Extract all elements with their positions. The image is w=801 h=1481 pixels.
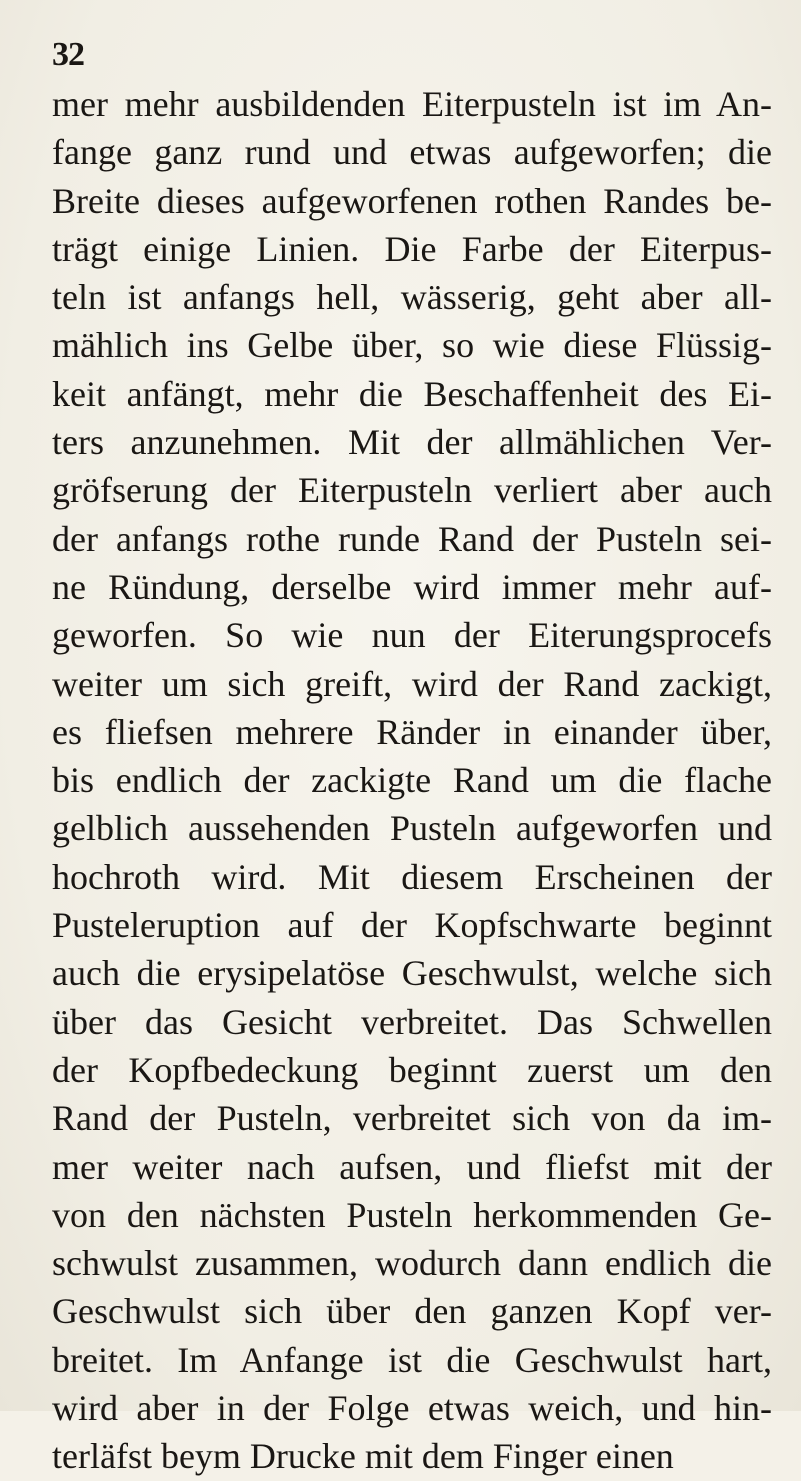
text-line: weiter um sich greift, wird der Rand zackigt, (52, 663, 772, 704)
text-line: mer mehr ausbildenden Eiterpusteln ist im An- (52, 84, 772, 124)
text-line: fange ganz rund und etwas aufgeworfen; die (52, 132, 772, 173)
text-line: über das Gesicht verbreitet. Das Schwellen (52, 1001, 772, 1042)
text-line: geworfen. So wie nun der Eiterungsprocefs (52, 615, 772, 656)
text-line: es fliefsen mehrere Ränder in einander über, (52, 711, 772, 752)
text-line: hochroth wird. Mit diesem Erscheinen der (52, 856, 772, 897)
text-line: ters anzunehmen. Mit der allmählichen Ver- (52, 422, 772, 463)
text-line: schwulst zusammen, wodurch dann endlich die (52, 1243, 772, 1284)
text-line: bis endlich der zackigte Rand um die flache (52, 760, 772, 801)
text-line: teln ist anfangs hell, wässerig, geht aber all- (52, 277, 772, 318)
text-line: der anfangs rothe runde Rand der Pusteln sei- (52, 518, 772, 559)
text-line: ne Ründung, derselbe wird immer mehr auf- (52, 566, 772, 607)
text-line: terläfst beym Drucke mit dem Finger einen (52, 1436, 674, 1477)
text-line: gröfserung der Eiterpusteln verliert aber auch (52, 470, 772, 511)
text-line: der Kopfbedeckung beginnt zuerst um den (52, 1049, 772, 1090)
text-line: keit anfängt, mehr die Beschaffenheit des Ei- (52, 373, 772, 414)
text-line: Breite dieses aufgeworfenen rothen Randes be- (52, 180, 772, 221)
body-text (52, 80, 772, 1481)
text-line: trägt einige Linien. Die Farbe der Eiterpus- (52, 228, 772, 269)
text-line: von den nächsten Pusteln herkommenden Ge- (52, 1194, 772, 1235)
text-line: mählich ins Gelbe über, so wie diese Flüssig- (52, 325, 772, 366)
text-line: Pusteleruption auf der Kopfschwarte beginnt (52, 905, 772, 946)
text-line: wird aber in der Folge etwas weich, und hin- (52, 1388, 772, 1429)
text-line: breitet. Im Anfange ist die Geschwulst hart, (52, 1339, 772, 1380)
text-line: gelblich aussehenden Pusteln aufgeworfen und (52, 808, 772, 849)
text-line: Rand der Pusteln, verbreitet sich von da im- (52, 1098, 772, 1139)
text-line: Geschwulst sich über den ganzen Kopf ver- (52, 1291, 772, 1332)
page-number: 32 (52, 36, 84, 73)
text-line: auch die erysipelatöse Geschwulst, welche sich (52, 953, 772, 994)
text-line: mer weiter nach aufsen, und fliefst mit der (52, 1146, 772, 1187)
